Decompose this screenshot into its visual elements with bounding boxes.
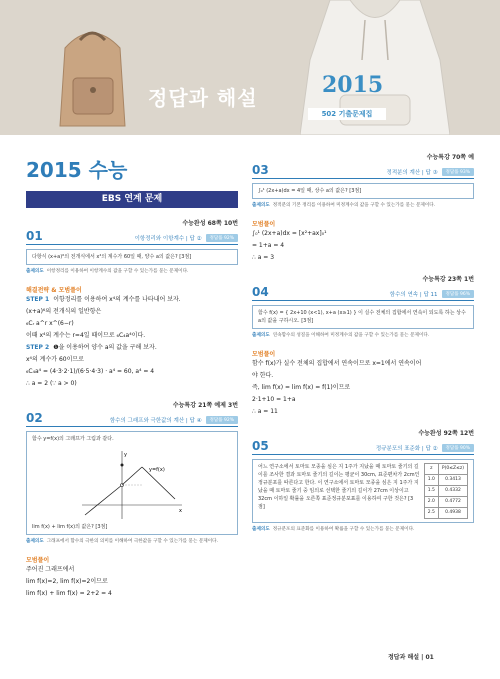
question-box	[26, 431, 238, 535]
solution-line: 이때 x⁴의 계수는 r=4일 때이므로 ₆C₄a⁴이다.	[26, 332, 146, 339]
table-cell: 2.5	[424, 508, 438, 519]
table-cell: 0.4938	[438, 508, 467, 519]
question-box	[26, 249, 238, 265]
table-header-cell: P(0≤Z≤z)	[438, 464, 467, 475]
backpack-illustration	[45, 18, 140, 130]
banner-title: 정답과 해설	[148, 86, 258, 110]
problem-type: 이항정리와 이항계수 | 답 ②	[134, 236, 202, 242]
page-footer: 정답과 해설 | 01	[388, 654, 434, 661]
problem-number: 05	[252, 439, 269, 453]
accuracy-badge: 정답률 90%	[442, 444, 474, 452]
intent-label: 출제의도	[26, 269, 44, 274]
graph-y-label: y	[124, 452, 127, 458]
problem-number: 04	[252, 285, 269, 299]
problem-header	[26, 230, 238, 245]
intent-note	[252, 332, 474, 339]
intent-text: 정적분의 기본 정리를 이용하여 미정계수의 값을 구할 수 있는가를 묻는 문제이다.	[272, 203, 436, 208]
intent-note	[252, 202, 474, 209]
problem-source: 수능완성 92쪽 12번	[418, 430, 474, 437]
problem-header	[26, 412, 238, 427]
step-text: ❶을 이용하여 양수 a의 값을 구해 보자.	[53, 344, 157, 351]
problem-source: 수능완성 68쪽 10번	[182, 220, 238, 227]
step-label: STEP 2	[26, 344, 50, 351]
solution-line: ∴ a = 2 (∵ a > 0)	[26, 380, 77, 387]
accuracy-badge: 정답률 92%	[206, 234, 238, 242]
solution-line: lim f(x) + lim f(x) = 2+2 = 4	[26, 590, 112, 597]
table-cell: 0.3413	[438, 475, 467, 486]
table-cell: 0.4772	[438, 497, 467, 508]
table-cell: 0.4332	[438, 486, 467, 497]
solution-line: (x+a)⁶의 전개식의 일반항은	[26, 308, 102, 315]
intent-label: 출제의도	[252, 527, 270, 532]
problem-type: 함수의 연속 | 답 11	[389, 292, 438, 298]
intent-text: 연속함수의 성질을 이해하여 미정계수의 값을 구할 수 있는가를 묻는 문제이다.	[272, 333, 430, 338]
table-cell: 2.0	[424, 497, 438, 508]
problem-header	[252, 440, 474, 455]
intent-text: 그래프에서 함수의 극한의 의미를 이해하여 극한값을 구할 수 있는가를 묻는 문제이다.	[46, 539, 219, 544]
question-text: lim f(x) + lim f(x)의 값은? [3점]	[32, 524, 108, 530]
graph-x-label: x	[179, 508, 182, 514]
problem-header	[252, 164, 474, 179]
solution-line: lim f(x)=2, lim f(x)=2이므로	[26, 578, 108, 585]
page-title: 2015 수능	[26, 158, 128, 182]
question-text: 함수 y=f(x)의 그래프가 그림과 같다.	[32, 436, 114, 442]
banner-year: 2015	[322, 72, 384, 98]
intent-text: 이항정리를 이용하여 이항계수의 값을 구할 수 있는가를 묻는 문제이다.	[46, 269, 189, 274]
table-header-cell: z	[424, 464, 438, 475]
accuracy-badge: 정답률 96%	[442, 290, 474, 298]
solution-line: ₆C₄a⁴ = (4·3·2·1)/(6·5·4·3) · a⁴ = 60, a⁴ = 4	[26, 368, 155, 375]
solution-line: 즉, lim f(x) = lim f(x) = f(1)이므로	[252, 384, 351, 391]
graph-function-label: y=f(x)	[149, 467, 165, 473]
question-text: ∫₀¹ (2x+a)dx = 4일 때, 상수 a의 값은? [3점]	[258, 188, 362, 194]
solution-line: 2·1+10 = 1+a	[252, 396, 296, 403]
solution-line: 주어진 그래프에서	[26, 566, 75, 573]
problem-source: 수능특강 70쪽 예	[426, 154, 474, 161]
question-text: 다항식 (x+a)⁶의 전개식에서 x⁴의 계수가 60일 때, 양수 a의 값은? [3점]	[32, 254, 192, 260]
solution-line: ∴ a = 11	[252, 408, 278, 415]
problem-number: 02	[26, 411, 43, 425]
solution-line: ₆Cᵣ a^r x^(6−r)	[26, 320, 74, 327]
step-text: 이항정리를 이용하여 x⁴의 계수를 나타내어 보자.	[53, 296, 181, 303]
accuracy-badge: 정답률 93%	[442, 168, 474, 176]
function-graph	[77, 449, 187, 521]
solution-line: = 1+a = 4	[252, 242, 285, 249]
intent-note	[26, 268, 238, 275]
step-label: STEP 1	[26, 296, 50, 303]
problem-type: 정적분의 계산 | 답 ③	[386, 170, 438, 176]
question-text: 어느 연구소에서 토마토 모종을 심은 지 1주가 지났을 때 토마토 줄기의 길이를 조사한 결과 토마토 줄기의 길이는 평균이 30cm, 표준편차가 2cm인 정규분포를 따른다고 한다. 이 연구소에서 토마토 모종을 심은 지 1주가 지났을 때 토마토 줄기 중 임의로 선택한 줄기의 길이가 27cm 이상이고 32cm 이하일 확률을 오른쪽 표준정규분포표를 이용하여 구한 것은? [3점]	[258, 464, 420, 510]
solution-line: ∫₀¹ (2x+a)dx = [x²+ax]₀¹	[252, 230, 327, 237]
intent-text: 정규분포의 표준화를 이용하여 확률을 구할 수 있는가를 묻는 문제이다.	[272, 527, 415, 532]
banner-subtitle: 502 기출문제집	[308, 108, 386, 120]
intent-label: 출제의도	[252, 203, 270, 208]
problem-source: 수능특강 21쪽 예제 3번	[172, 402, 238, 409]
intent-note	[252, 526, 474, 533]
problem-number: 01	[26, 229, 43, 243]
solution-title: 모범풀이	[26, 557, 50, 564]
solution-title: 모범풀이	[252, 221, 276, 228]
problem-number: 03	[252, 163, 269, 177]
solution-title: 모범풀이	[252, 351, 276, 358]
problem-type: 정규분포의 표준화 | 답 ②	[375, 446, 438, 452]
question-box	[252, 305, 474, 329]
question-box	[252, 183, 474, 199]
question-box	[252, 459, 474, 523]
intent-label: 출제의도	[252, 333, 270, 338]
question-text: 함수 f(x) = { 2x+10 (x<1), x+a (x≥1) } 이 실수 전체의 집합에서 연속이 되도록 하는 상수 a의 값을 구하시오. [3점]	[258, 310, 466, 324]
intent-label: 출제의도	[26, 539, 44, 544]
problem-source: 수능특강 23쪽 1번	[422, 276, 474, 283]
table-cell: 1.5	[424, 486, 438, 497]
problem-type: 함수의 그래프와 극한값의 계산 | 답 ④	[109, 418, 202, 424]
solution-line: 야 한다.	[252, 372, 274, 379]
solution-line: ∴ a = 3	[252, 254, 275, 261]
normal-table	[424, 463, 468, 519]
accuracy-badge: 정답률 92%	[206, 416, 238, 424]
table-cell: 1.0	[424, 475, 438, 486]
right-column	[252, 148, 474, 533]
left-column	[26, 148, 238, 600]
section-bar: EBS 연계 문제	[26, 191, 238, 208]
solution-title: 해결전략 & 모범풀이	[26, 287, 82, 294]
solution-line: x⁴의 계수가 60이므로	[26, 356, 84, 363]
intent-note	[26, 538, 238, 545]
problem-header	[252, 286, 474, 301]
solution-line: 함수 f(x)가 실수 전체의 집합에서 연속이므로 x=1에서 연속이어	[252, 360, 422, 367]
header-banner	[0, 0, 500, 135]
